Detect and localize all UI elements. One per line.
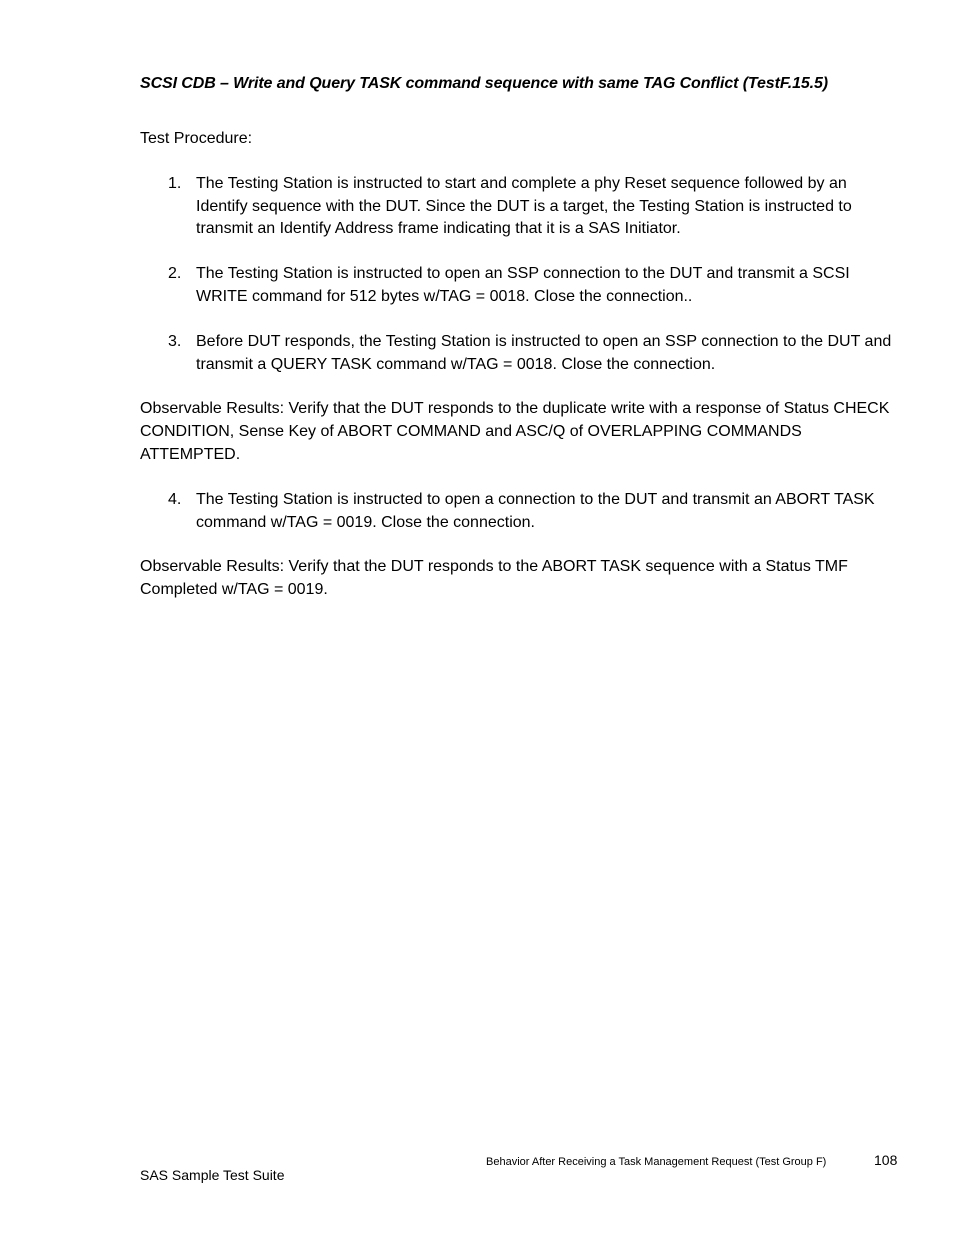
step-number: 1. <box>168 174 182 192</box>
step-number: 2. <box>168 265 182 283</box>
footer-section-title: Behavior After Receiving a Task Management Request (Test Group F) <box>486 1156 827 1168</box>
procedure-steps <box>140 173 900 377</box>
step-number: 4. <box>168 490 182 508</box>
step-text: The Testing Station is instructed to open a connection to the DUT and transmit an ABORT TASK command w/TAG = 0019. Close the connection. <box>196 490 875 531</box>
document-body <box>140 72 900 602</box>
observable-results-1: Observable Results: Verify that the DUT responds to the duplicate write with a response of Status CHECK CONDITION, Sense Key of ABORT COMMAND and ASC/Q of OVERLAPPING COMMANDS ATTEMPTED. <box>140 400 890 463</box>
list-item <box>140 263 900 309</box>
step-text: The Testing Station is instructed to open an SSP connection to the DUT and transmit a SCSI WRITE command for 512 bytes w/TAG = 0018. Close the connection.. <box>196 265 850 305</box>
procedure-label: Test Procedure: <box>140 130 253 147</box>
list-item <box>140 331 900 377</box>
page-title: SCSI CDB – Write and Query TASK command sequence with same TAG Conflict (TestF.15.5) <box>140 75 829 92</box>
list-item <box>140 173 900 241</box>
footer-suite-name: SAS Sample Test Suite <box>140 1167 285 1183</box>
step-text: The Testing Station is instructed to start and complete a phy Reset sequence followed by an Identify sequence with the DUT. Since the DUT is a target, the Testing Station is instructed to transmit an Identify Address frame indicating that it is a SAS Initiator. <box>196 174 852 238</box>
procedure-steps-continued <box>140 489 900 535</box>
step-text: Before DUT responds, the Testing Station is instructed to open an SSP connection to the DUT and transmit a QUERY TASK command w/TAG = 0018. Close the connection. <box>196 332 892 373</box>
footer-page-number: 108 <box>874 1152 898 1168</box>
list-item <box>140 489 900 535</box>
step-number: 3. <box>168 332 182 350</box>
observable-results-2: Observable Results: Verify that the DUT responds to the ABORT TASK sequence with a Status TMF Completed w/TAG = 0019. <box>140 558 848 599</box>
